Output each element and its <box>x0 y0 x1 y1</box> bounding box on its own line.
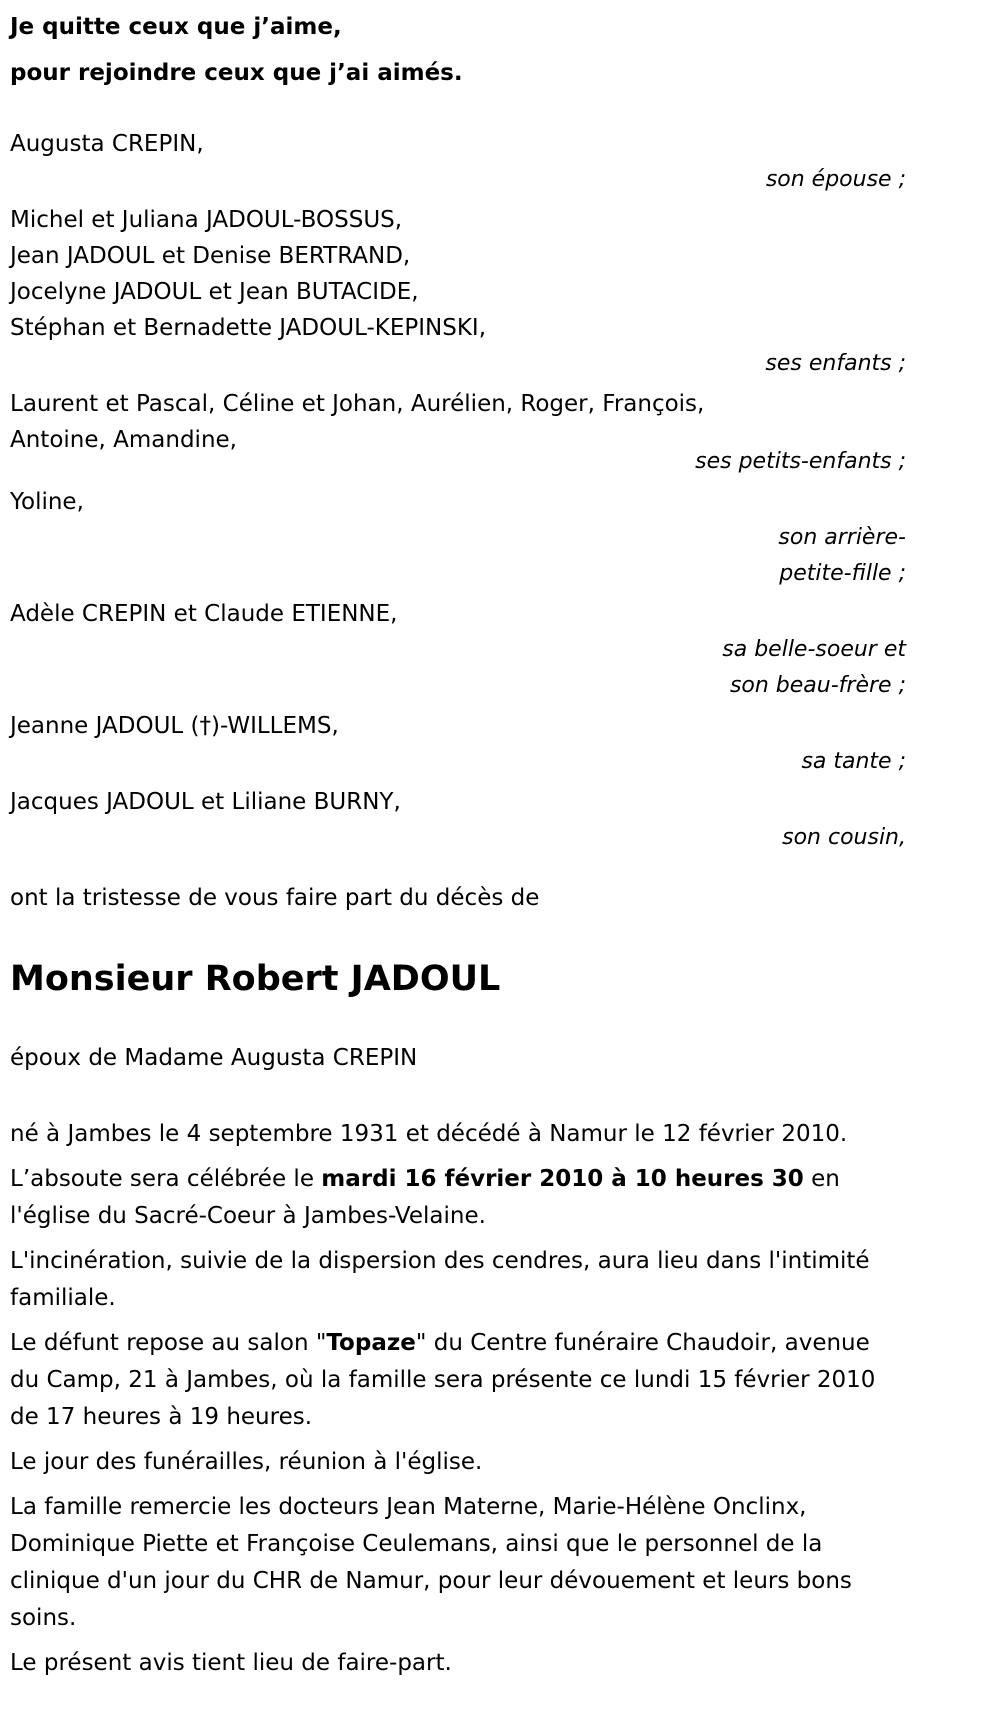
family-name-line: Jeanne JADOUL (†)-WILLEMS, <box>10 713 339 739</box>
family-name-line: Stéphan et Bernadette JADOUL-KEPINSKI, <box>10 315 487 341</box>
repose-paragraph <box>10 1325 906 1436</box>
obituary-notice <box>10 0 906 1690</box>
family-relation: son cousin, <box>782 825 906 850</box>
incineration-paragraph: L'incinération, suivie de la dispersion des cendres, aura lieu dans l'intimité familiale. <box>10 1248 870 1311</box>
thanks-paragraph: La famille remercie les docteurs Jean Materne, Marie-Hélène Onclinx, Dominique Piette et Françoise Ceulemans, ainsi que le personnel de la clinique d'un jour du CHR de Namur, pour leur dévouement et leurs bons soins. <box>10 1494 852 1631</box>
spouse-line: époux de Madame Augusta CREPIN <box>10 1045 418 1071</box>
family-name-line: Jean JADOUL et Denise BERTRAND, <box>10 243 411 269</box>
family-relation: ses enfants ; <box>765 351 906 376</box>
family-relation: son arrière- <box>778 525 906 550</box>
family-relation: sa belle-soeur et <box>722 637 906 662</box>
family-group <box>10 202 906 382</box>
family-relation: sa tante ; <box>801 749 906 774</box>
epigraph-line: Je quitte ceux que j’aime, <box>10 14 342 40</box>
family-name-line: Yoline, <box>10 489 84 515</box>
birth-death-paragraph: né à Jambes le 4 septembre 1931 et décédé à Namur le 12 février 2010. <box>10 1121 848 1147</box>
absoute-text: L’absoute sera célébrée le <box>10 1166 322 1192</box>
family-name-line: Adèle CREPIN et Claude ETIENNE, <box>10 601 398 627</box>
announcement-text: ont la tristesse de vous faire part du décès de <box>10 885 540 911</box>
closing-paragraph: Le présent avis tient lieu de faire-part. <box>10 1650 452 1676</box>
family-group <box>10 126 906 198</box>
family-name-line: Laurent et Pascal, Céline et Johan, Aurélien, Roger, François, <box>10 391 705 417</box>
family-group <box>10 386 906 480</box>
family-name-line: Augusta CREPIN, <box>10 131 204 157</box>
absoute-paragraph <box>10 1161 906 1235</box>
deceased-name: Monsieur Robert JADOUL <box>10 959 501 999</box>
family-group <box>10 596 906 704</box>
family-relation: son épouse ; <box>765 167 906 192</box>
family-relation: petite-fille ; <box>779 561 906 586</box>
family-name-line: Jacques JADOUL et Liliane BURNY, <box>10 789 401 815</box>
epigraph-line: pour rejoindre ceux que j’ai aimés. <box>10 60 463 86</box>
family-group <box>10 708 906 780</box>
absoute-text: en l'église du Sacré-Coeur à Jambes-Velaine. <box>10 1166 840 1229</box>
epigraph <box>10 4 906 96</box>
family-name-line: Jocelyne JADOUL et Jean BUTACIDE, <box>10 279 419 305</box>
family-name-line: Antoine, Amandine, <box>10 427 237 453</box>
family-relation: ses petits-enfants ; <box>695 449 906 474</box>
family-group <box>10 784 906 856</box>
details-section <box>10 1116 906 1682</box>
family-list <box>10 126 906 856</box>
repose-text: " du Centre funéraire Chaudoir, avenue du Camp, 21 à Jambes, où la famille sera présente ce lundi 15 février 2010 de 17 heures à 19 heures. <box>10 1330 876 1430</box>
funeral-day-paragraph: Le jour des funérailles, réunion à l'église. <box>10 1449 483 1475</box>
absoute-date: mardi 16 février 2010 à 10 heures 30 <box>321 1166 804 1192</box>
repose-text: Le défunt repose au salon " <box>10 1330 327 1356</box>
family-group <box>10 484 906 592</box>
family-name-line: Michel et Juliana JADOUL-BOSSUS, <box>10 207 403 233</box>
salon-name: Topaze <box>326 1330 416 1356</box>
family-relation: son beau-frère ; <box>729 673 906 698</box>
